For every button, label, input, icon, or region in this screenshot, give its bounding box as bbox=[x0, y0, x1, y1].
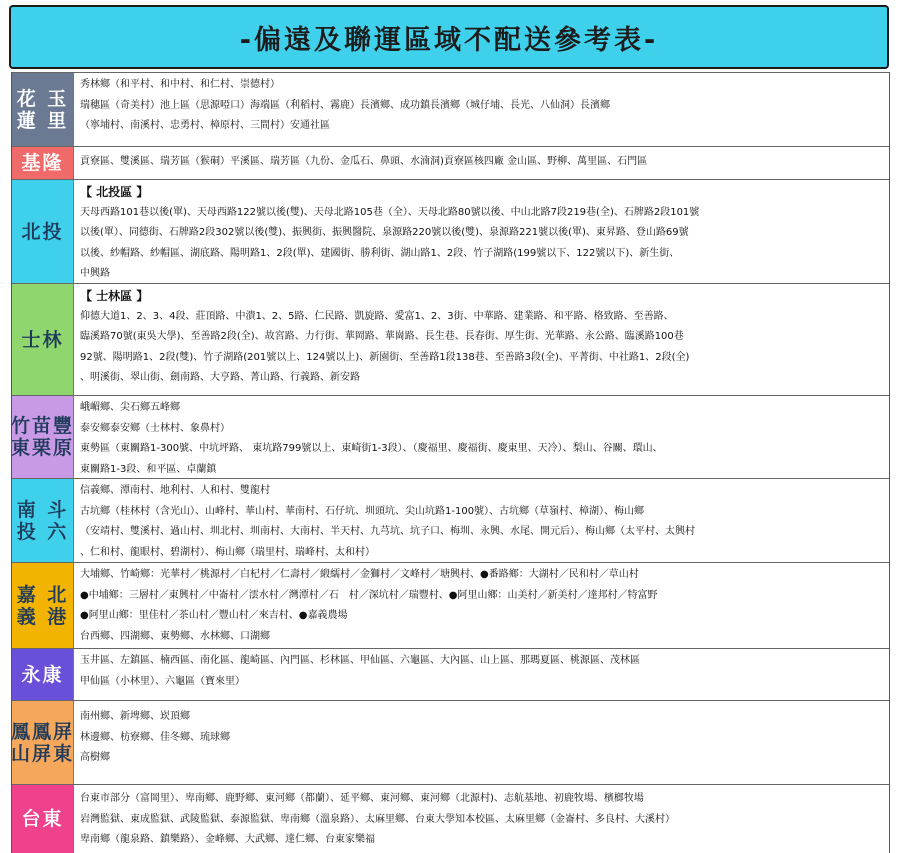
region-label-line: 南投 bbox=[16, 498, 38, 543]
area-line: 、仁和村、龍眼村、碧湖村）、梅山鄉（瑞里村、瑞峰村、太和村） bbox=[80, 546, 375, 558]
region-label-line: 基隆 bbox=[21, 152, 64, 174]
region-areas-nantou-douliu bbox=[74, 479, 889, 562]
region-label-line: 鳳山 bbox=[10, 720, 32, 765]
title-banner bbox=[9, 5, 889, 69]
area-line: 岩灣監獄、東成監獄、武陵監獄、泰源監獄、卑南鄉（溫泉路）、太麻里鄉、台東大學知本校區、太麻里鄉（金崙村、多良村、大溪村） bbox=[80, 813, 675, 825]
table-row-taitung bbox=[12, 784, 889, 853]
area-line: 甲仙區（小林里）、六龜區（寶來里） bbox=[80, 675, 245, 687]
region-label-line: 斗六 bbox=[47, 498, 69, 543]
area-line: 東關路1-3段、和平區、卓蘭鎮 bbox=[80, 463, 217, 475]
region-label-nantou-douliu bbox=[12, 479, 74, 562]
area-line: 泰安鄉泰安鄉（士林村、象鼻村） bbox=[80, 422, 230, 434]
area-line: 以後(單）、同德街、石牌路2段302號以後(雙)、振興街、振興醫院、泉源路220號以後(雙)、泉源路221號以後(單)、東昇路、登山路69號 bbox=[80, 227, 689, 238]
district-heading: 【 北投區 】 bbox=[80, 185, 149, 199]
area-line: 台東市部分（富岡里）、卑南鄉、鹿野鄉、東河鄉（都蘭）、延平鄉、東河鄉、東河鄉（北源村)、志航基地、初鹿牧場、檳榔牧場 bbox=[80, 793, 644, 804]
region-label-line: 花蓮 bbox=[16, 87, 38, 132]
table-row-nantou-douliu bbox=[12, 478, 889, 562]
area-line: 天母西路101巷以後(單)、天母西路122號以後(雙)、天母北路105巷（全）、天母北路80號以後、中山北路7段219巷(全)、石牌路2段101號 bbox=[80, 206, 700, 218]
region-areas-hsinchu-miaoli-fengyuan bbox=[74, 396, 889, 478]
region-areas-taitung bbox=[74, 785, 889, 853]
region-label-line: 苗栗 bbox=[32, 415, 54, 459]
region-label-line: 嘉義 bbox=[16, 583, 38, 628]
table-row-hualien-yuli bbox=[12, 72, 889, 146]
area-line: 大埔鄉、竹崎鄉：光華村／桃源村／白杞村／仁壽村／緞繻村／金獅村／文峰村／塘興村、●番路鄉：大湖村／民和村／草山村 bbox=[80, 569, 639, 580]
area-line: 卑南鄉（龍泉路、鎮樂路）、金峰鄉、大武鄉、達仁鄉、台東家樂福 bbox=[80, 834, 375, 845]
area-line: 古坑鄉（桂林村（含光山）、山峰村、華山村、華南村、石仔坑、圳頭坑、尖山坑路1-100號）、古坑鄉（草嶺村、樟湖）、梅山鄉 bbox=[80, 505, 645, 517]
table-row-yongkang bbox=[12, 648, 889, 700]
table-row-hsinchu-miaoli-fengyuan bbox=[12, 395, 889, 478]
area-line: 貢寮區、雙溪區、瑞芳區（猴硐）平溪區、瑞芳區（九份、金瓜石、鼻頭、水湳洞)貢寮區核四廠 金山區、野柳、萬里區、石門區 bbox=[80, 156, 648, 167]
region-label-fengshan-pingtung bbox=[12, 701, 74, 784]
area-line: 以後、紗帽路、紗帽區、湖底路、陽明路1、2段(單)、建國街、勝利街、湖山路1、2段、竹子湖路(199號以下、122號以下)、新生街、 bbox=[80, 247, 680, 259]
table-row-beitou bbox=[12, 179, 889, 283]
region-label-hualien-yuli bbox=[12, 73, 74, 146]
region-label-hsinchu-miaoli-fengyuan bbox=[12, 396, 74, 478]
region-label-line: 士林 bbox=[21, 328, 64, 351]
region-label-line: 台東 bbox=[21, 808, 64, 830]
area-line: 高樹鄉 bbox=[80, 752, 110, 763]
region-label-taitung bbox=[12, 785, 74, 853]
delivery-table bbox=[11, 72, 890, 853]
area-line: 玉井區、左鎮區、楠西區、南化區、龍崎區、內門區、杉林區、甲仙區、六龜區、大內區、山上區、那瑪夏區、桃源區、茂林區 bbox=[80, 655, 640, 666]
region-label-line: 鳳屏 bbox=[32, 720, 54, 765]
area-line: 林邊鄉、枋寮鄉、佳冬鄉、琉球鄉 bbox=[80, 731, 230, 743]
area-line: （寧埔村、南溪村、忠勇村、樟原村、三間村）安通社區 bbox=[80, 120, 330, 131]
region-areas-hualien-yuli bbox=[74, 73, 889, 146]
page-title: -偏遠及聯運區域不配送參考表- bbox=[239, 24, 659, 56]
table-row-keelung bbox=[12, 146, 889, 179]
area-line: 信義鄉、潭南村、地利村、人和村、雙龍村 bbox=[80, 485, 270, 496]
district-heading: 【 士林區 】 bbox=[80, 289, 149, 303]
region-areas-fengshan-pingtung bbox=[74, 701, 889, 784]
table-row-fengshan-pingtung bbox=[12, 700, 889, 784]
region-label-line: 玉里 bbox=[47, 87, 69, 132]
region-label-chiayi-beigang bbox=[12, 563, 74, 648]
region-label-line: 北港 bbox=[47, 583, 69, 628]
region-label-yongkang bbox=[12, 649, 74, 700]
region-areas-chiayi-beigang bbox=[74, 563, 889, 648]
area-line: 台西鄉、四湖鄉、東勢鄉、水林鄉、口湖鄉 bbox=[80, 630, 270, 642]
region-areas-yongkang bbox=[74, 649, 889, 700]
table-row-shilin bbox=[12, 283, 889, 395]
region-areas-keelung bbox=[74, 147, 889, 179]
area-line: 中興路 bbox=[80, 268, 110, 279]
table-row-chiayi-beigang bbox=[12, 562, 889, 648]
area-line: 臨溪路70號(東吳大學)、至善路2段(全)、故宮路、力行街、華岡路、華崗路、長生巷、長春街、厚生街、光華路、永公路、臨溪路100巷 bbox=[80, 331, 684, 342]
area-line: 仰德大道1、2、3、4段、莊頂路、中潰1、2、5路、仁民路、凱旋路、愛富1、2、3街、中華路、建業路、和平路、格致路、至善路、 bbox=[80, 310, 674, 322]
region-areas-beitou bbox=[74, 180, 889, 283]
area-line: 瑞穗區（奇美村）池上區（思源啞口）海端區（利稻村、霧鹿）長濱鄉、成功鎮長濱鄉（城仔埔、長光、八仙洞）長濱鄉 bbox=[80, 99, 610, 111]
region-label-line: 豐原 bbox=[53, 415, 75, 459]
area-line: （安靖村、雙溪村、過山村、圳北村、圳南村、大南村、半天村、九芎坑、坑子口、梅圳、永興、水尾、開元后）、梅山鄉（太平村、太興村 bbox=[80, 526, 695, 537]
region-label-line: 屏東 bbox=[53, 720, 75, 765]
area-line: 東勢區（東關路1-300號、中坑坪路、 東坑路799號以上、東崎街1-3段）、（慶福里、慶福街、慶東里、天冷）、梨山、谷關、環山、 bbox=[80, 443, 663, 454]
region-label-beitou bbox=[12, 180, 74, 283]
area-line: 92號、陽明路1、2段(雙)、竹子湖路(201號以上、124號以上)、新園街、至善路1段138巷、至善路3段(全)、平菁街、中社路1、2段(全) bbox=[80, 351, 690, 363]
area-line: 南州鄉、新埤鄉、崁頂鄉 bbox=[80, 711, 190, 722]
area-line: 秀林鄉（和平村、和中村、和仁村、崇德村） bbox=[80, 79, 280, 90]
region-label-shilin bbox=[12, 284, 74, 395]
area-line: ●中埔鄉：三層村／東興村／中崙村／澐水村／灣潭村／石 村／深坑村／瑞豐村、●阿里山鄉：山美村／新美村／達邦村／特富野 bbox=[80, 589, 658, 601]
region-label-line: 竹東 bbox=[10, 415, 32, 459]
area-line: 峨嵋鄉、尖石鄉五峰鄉 bbox=[80, 402, 180, 413]
area-line: ●阿里山鄉：里佳村／茶山村／豐山村／來吉村、●嘉義農場 bbox=[80, 610, 348, 621]
region-label-line: 永康 bbox=[21, 663, 64, 686]
region-label-keelung bbox=[12, 147, 74, 179]
region-areas-shilin bbox=[74, 284, 889, 395]
region-label-line: 北投 bbox=[21, 220, 64, 243]
area-line: 、明溪街、翠山街、劍南路、大亨路、菁山路、行義路、新安路 bbox=[80, 372, 360, 383]
